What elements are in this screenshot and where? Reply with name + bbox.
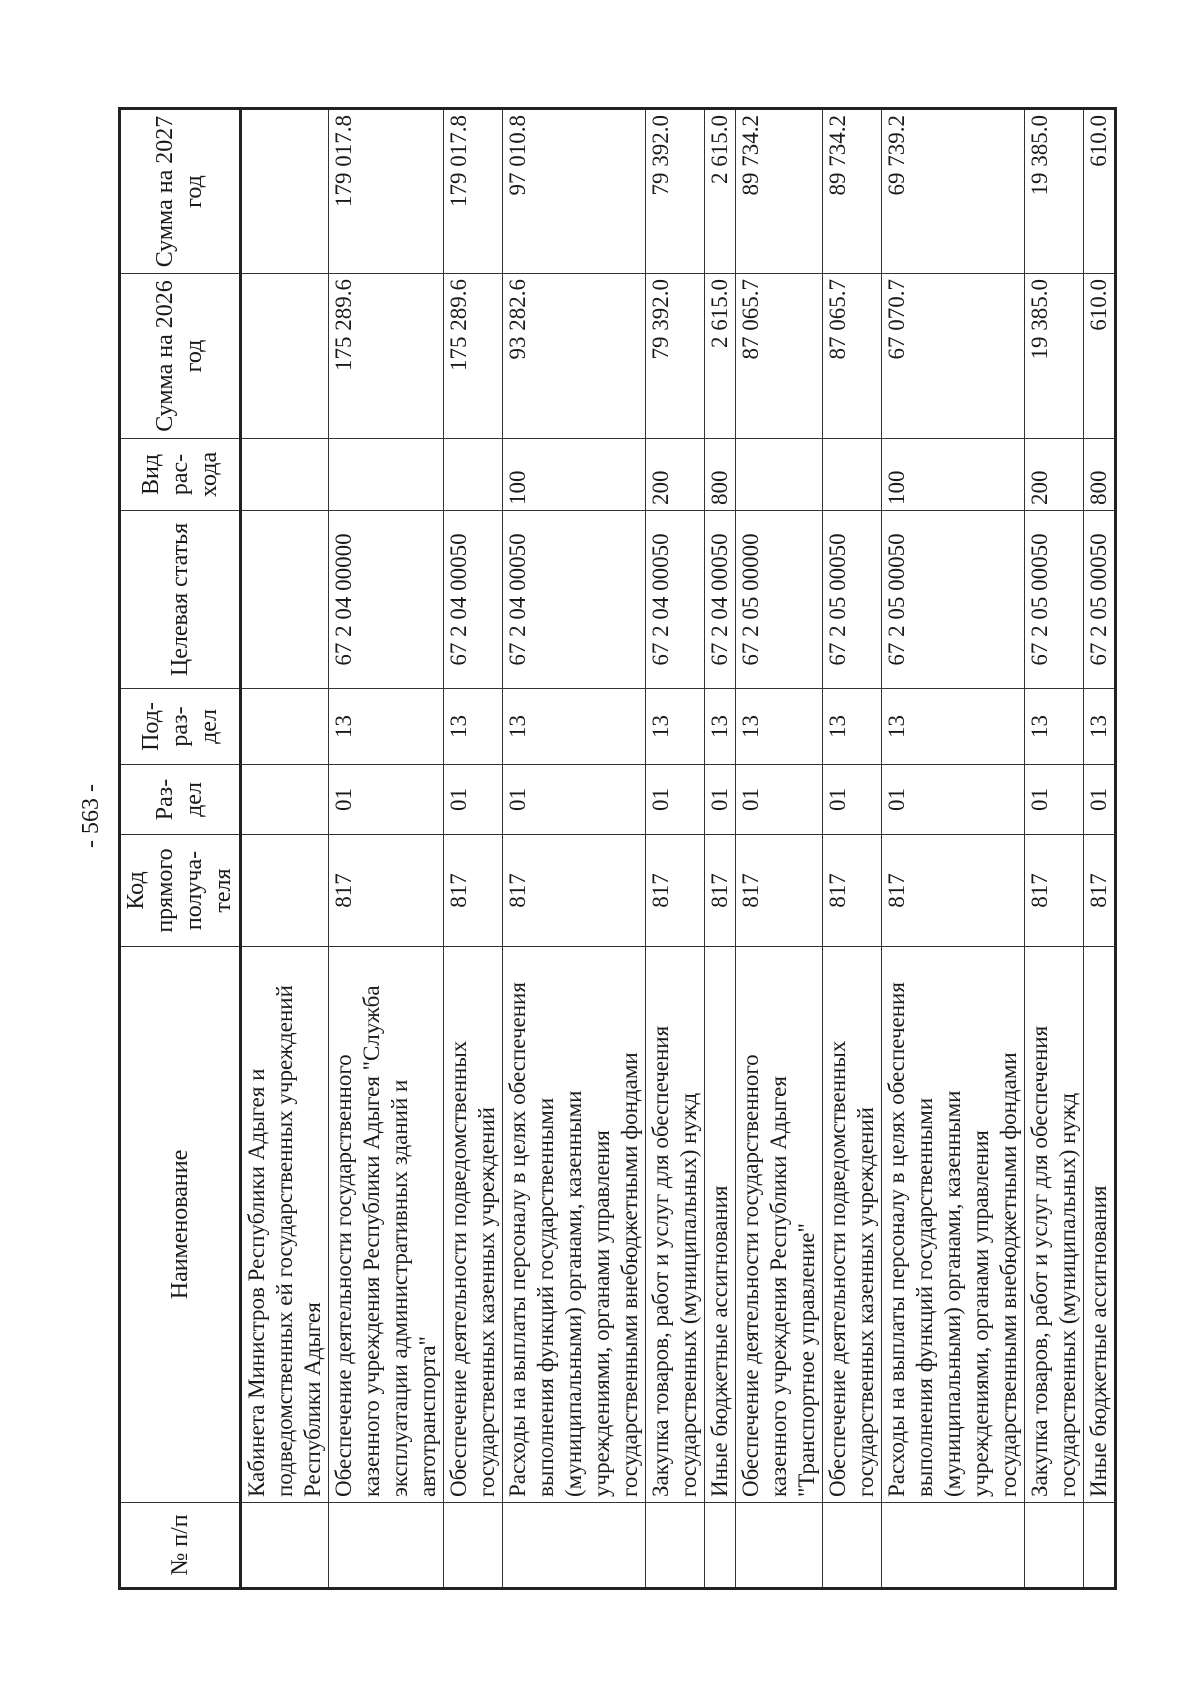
cell-kind	[823, 439, 882, 511]
cell-num	[329, 1503, 444, 1589]
table-row	[882, 109, 1025, 1589]
cell-sum2026: 610.0	[1084, 274, 1116, 439]
cell-num	[646, 1503, 705, 1589]
table-row	[444, 109, 503, 1589]
cell-subsection: 13	[705, 689, 736, 765]
cell-section: 01	[823, 765, 882, 835]
table-row	[1084, 109, 1116, 1589]
table-row	[329, 109, 444, 1589]
table-row	[1025, 109, 1084, 1589]
cell-num	[705, 1503, 736, 1589]
cell-code: 817	[646, 835, 705, 947]
cell-kind: 100	[503, 439, 646, 511]
cell-sum2026: 79 392.0	[646, 274, 705, 439]
cell-target: 67 2 04 00000	[329, 511, 444, 689]
cell-section: 01	[1084, 765, 1116, 835]
cell-code: 817	[444, 835, 503, 947]
cell-code: 817	[823, 835, 882, 947]
cell-sum2026: 87 065.7	[736, 274, 823, 439]
cell-code: 817	[882, 835, 1025, 947]
cell-name: Обеспечение деятельности государственного казенного учреждения Республики Адыгея "Транспортное управление"	[736, 947, 823, 1503]
cell-sum2027: 2 615.0	[705, 109, 736, 274]
cell-kind: 800	[1084, 439, 1116, 511]
cell-code: 817	[1025, 835, 1084, 947]
cell-section: 01	[329, 765, 444, 835]
cell-name: Расходы на выплаты персоналу в целях обеспечения выполнения функций государственными (муниципальными) органами, казенными учреждениями, органами управления государственными внебюджетными фондами	[503, 947, 646, 1503]
cell-target: 67 2 04 00050	[705, 511, 736, 689]
cell-section: 01	[1025, 765, 1084, 835]
cell-target: 67 2 05 00050	[1025, 511, 1084, 689]
cell-sum2026: 93 282.6	[503, 274, 646, 439]
cell-name: Иные бюджетные ассигнования	[1084, 947, 1116, 1503]
cell-section: 01	[705, 765, 736, 835]
cell-section: 01	[882, 765, 1025, 835]
cell-num	[882, 1503, 1025, 1589]
cell-sum2027: 89 734.2	[736, 109, 823, 274]
cell-section	[241, 765, 329, 835]
cell-kind: 200	[1025, 439, 1084, 511]
cell-section: 01	[736, 765, 823, 835]
cell-code: 817	[736, 835, 823, 947]
page-number: - 563 -	[78, 784, 104, 848]
cell-subsection	[241, 689, 329, 765]
cell-subsection: 13	[444, 689, 503, 765]
cell-sum2027: 79 392.0	[646, 109, 705, 274]
cell-sum2027: 69 739.2	[882, 109, 1025, 274]
cell-name: Закупка товаров, работ и услуг для обеспечения государственных (муниципальных) нужд	[1025, 947, 1084, 1503]
cell-target	[241, 511, 329, 689]
cell-target: 67 2 05 00000	[736, 511, 823, 689]
cell-name: Закупка товаров, работ и услуг для обеспечения государственных (муниципальных) нужд	[646, 947, 705, 1503]
table-row	[736, 109, 823, 1589]
cell-sum2026: 2 615.0	[705, 274, 736, 439]
cell-sum2027: 179 017.8	[329, 109, 444, 274]
cell-code: 817	[329, 835, 444, 947]
col-kind-header: Вид рас-хода	[120, 439, 241, 511]
cell-sum2027: 19 385.0	[1025, 109, 1084, 274]
cell-num	[1025, 1503, 1084, 1589]
cell-name: Обеспечение деятельности подведомственных государственных казенных учреждений	[823, 947, 882, 1503]
cell-target: 67 2 05 00050	[1084, 511, 1116, 689]
cell-target: 67 2 05 00050	[882, 511, 1025, 689]
cell-name: Расходы на выплаты персоналу в целях обеспечения выполнения функций государственными (муниципальными) органами, казенными учреждениями, органами управления государственными внебюджетными фондами	[882, 947, 1025, 1503]
header-row	[120, 109, 241, 1589]
table-row	[646, 109, 705, 1589]
table-row	[503, 109, 646, 1589]
cell-kind: 800	[705, 439, 736, 511]
cell-sum2026: 87 065.7	[823, 274, 882, 439]
cell-sum2026: 19 385.0	[1025, 274, 1084, 439]
cell-sum2026: 175 289.6	[329, 274, 444, 439]
cell-name: Обеспечение деятельности государственного казенного учреждения Республики Адыгея "Служба эксплуатации административных зданий и автотранспорта"	[329, 947, 444, 1503]
cell-section: 01	[444, 765, 503, 835]
cell-kind	[329, 439, 444, 511]
budget-table	[118, 107, 1117, 1590]
col-name-header: Наименование	[120, 947, 241, 1503]
cell-sum2027: 179 017.8	[444, 109, 503, 274]
cell-kind	[736, 439, 823, 511]
cell-kind: 200	[646, 439, 705, 511]
cell-target: 67 2 04 00050	[646, 511, 705, 689]
table-row	[823, 109, 882, 1589]
col-code-header: Код прямого получа-теля	[120, 835, 241, 947]
table-row	[241, 109, 329, 1589]
cell-num	[823, 1503, 882, 1589]
cell-subsection: 13	[1084, 689, 1116, 765]
cell-section: 01	[503, 765, 646, 835]
cell-subsection: 13	[882, 689, 1025, 765]
cell-sum2026	[241, 274, 329, 439]
cell-num	[736, 1503, 823, 1589]
cell-section: 01	[646, 765, 705, 835]
cell-code	[241, 835, 329, 947]
cell-num	[503, 1503, 646, 1589]
cell-num	[444, 1503, 503, 1589]
cell-sum2027: 89 734.2	[823, 109, 882, 274]
cell-sum2027	[241, 109, 329, 274]
cell-sum2026: 67 070.7	[882, 274, 1025, 439]
cell-subsection: 13	[736, 689, 823, 765]
cell-code: 817	[503, 835, 646, 947]
cell-target: 67 2 04 00050	[444, 511, 503, 689]
cell-sum2026: 175 289.6	[444, 274, 503, 439]
col-sum2027-header: Сумма на 2027 год	[120, 109, 241, 274]
cell-sum2027: 610.0	[1084, 109, 1116, 274]
cell-name: Кабинета Министров Республики Адыгея и подведомственных ей государственных учреждений Республики Адыгея	[241, 947, 329, 1503]
cell-subsection: 13	[1025, 689, 1084, 765]
cell-name: Иные бюджетные ассигнования	[705, 947, 736, 1503]
table-row	[705, 109, 736, 1589]
col-target-header: Целевая статья	[120, 511, 241, 689]
cell-kind	[444, 439, 503, 511]
cell-kind: 100	[882, 439, 1025, 511]
cell-subsection: 13	[503, 689, 646, 765]
cell-subsection: 13	[329, 689, 444, 765]
cell-name: Обеспечение деятельности подведомственных государственных казенных учреждений	[444, 947, 503, 1503]
cell-num	[241, 1503, 329, 1589]
cell-code: 817	[705, 835, 736, 947]
rotated-page	[118, 110, 1111, 1590]
cell-subsection: 13	[646, 689, 705, 765]
cell-kind	[241, 439, 329, 511]
col-subsection-header: Под-раз-дел	[120, 689, 241, 765]
col-num-header: № п/п	[120, 1503, 241, 1589]
cell-target: 67 2 04 00050	[503, 511, 646, 689]
cell-subsection: 13	[823, 689, 882, 765]
col-sum2026-header: Сумма на 2026 год	[120, 274, 241, 439]
cell-num	[1084, 1503, 1116, 1589]
cell-sum2027: 97 010.8	[503, 109, 646, 274]
cell-code: 817	[1084, 835, 1116, 947]
cell-target: 67 2 05 00050	[823, 511, 882, 689]
col-section-header: Раз-дел	[120, 765, 241, 835]
